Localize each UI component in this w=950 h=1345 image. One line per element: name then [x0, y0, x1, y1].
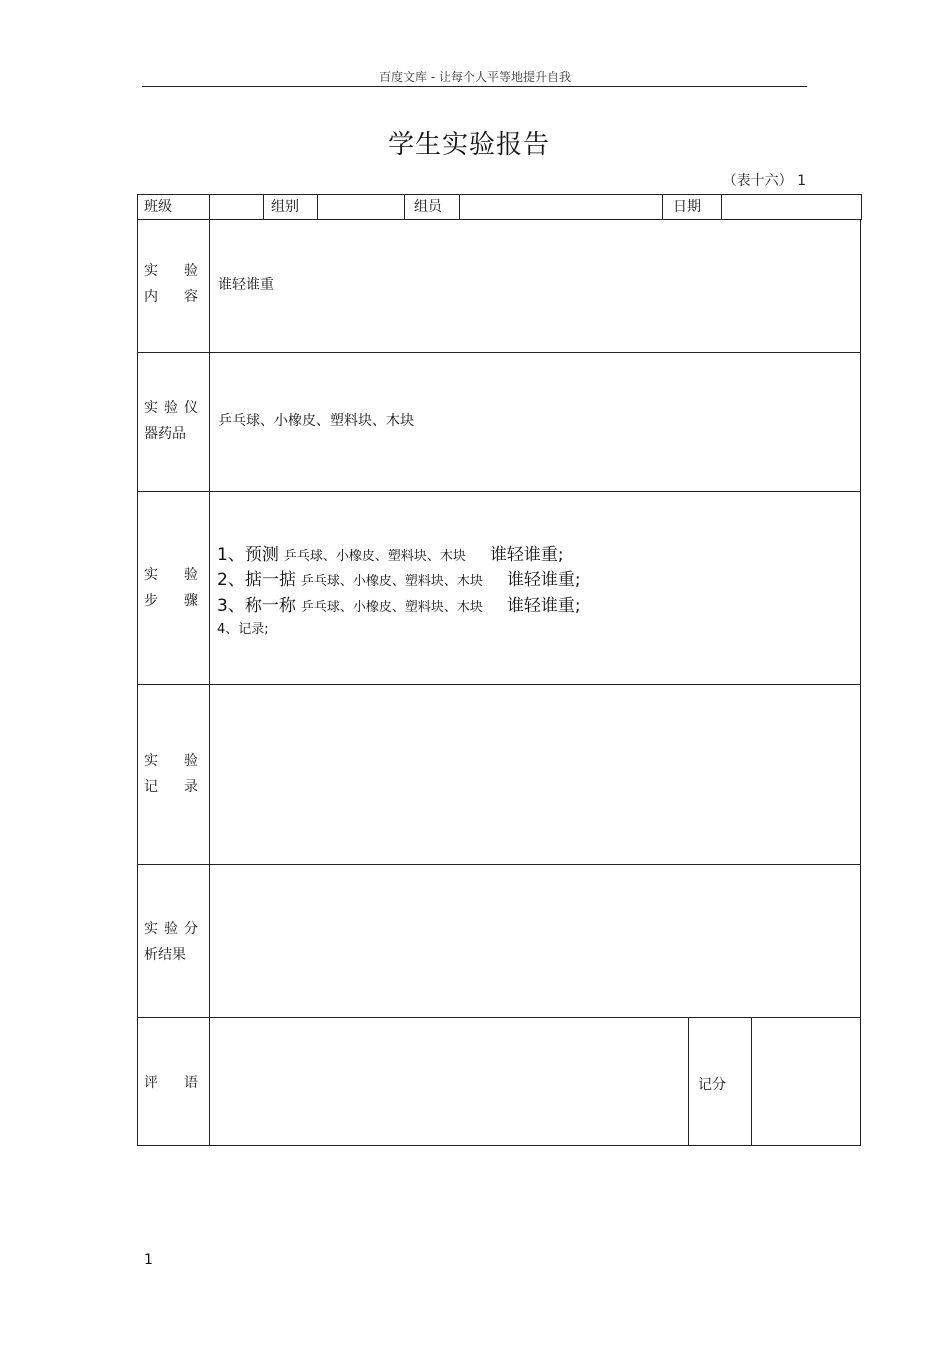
- row-divider: [137, 491, 861, 492]
- analysis-label: 实 验 分 析结果: [144, 921, 198, 963]
- row-divider: [137, 352, 861, 353]
- row-divider: [137, 1017, 861, 1018]
- class-input-cell[interactable]: [212, 196, 260, 216]
- date-input-cell[interactable]: [724, 196, 858, 216]
- group-input-cell[interactable]: [320, 196, 402, 216]
- info-divider: [662, 194, 663, 220]
- equipment-value: 乒乓球、小橡皮、塑料块、木块: [218, 413, 414, 429]
- step-item-3: 3、称一称 乒乓球、小橡皮、塑料块、木块 谁轻谁重;: [217, 596, 581, 616]
- comment-divider: [688, 1017, 689, 1146]
- record-label: 实 验 记 录: [144, 753, 198, 795]
- label-column-divider: [209, 219, 210, 1146]
- row-divider: [137, 864, 861, 865]
- step-item-1: 1、预测 乒乓球、小橡皮、塑料块、木块 谁轻谁重;: [217, 545, 564, 565]
- class-label: 班级: [144, 199, 172, 215]
- table-number: （表十六） 1: [722, 173, 806, 189]
- analysis-input-area[interactable]: [212, 868, 857, 1013]
- info-divider: [317, 194, 318, 220]
- header-rule: [142, 86, 807, 87]
- equipment-label: 实 验 仪 器药品: [144, 400, 198, 442]
- score-divider: [751, 1017, 752, 1146]
- record-input-area[interactable]: [212, 688, 857, 860]
- step-item-4: 4、记录;: [217, 622, 269, 637]
- info-divider: [459, 194, 460, 220]
- page-number: 1: [144, 1252, 153, 1268]
- score-input-cell[interactable]: [754, 1021, 857, 1142]
- info-divider: [209, 194, 210, 220]
- comment-input-area[interactable]: [212, 1021, 684, 1142]
- score-label: 记分: [698, 1077, 726, 1093]
- page-header-text: 百度文库 - 让每个人平等地提升自我: [379, 70, 571, 84]
- comment-label: 评 语: [144, 1075, 198, 1091]
- info-divider: [721, 194, 722, 220]
- info-divider: [263, 194, 264, 220]
- date-label: 日期: [673, 199, 701, 215]
- content-value: 谁轻谁重: [218, 277, 274, 293]
- steps-label: 实 验 步 骤: [144, 567, 198, 609]
- row-divider: [137, 684, 861, 685]
- members-label: 组员: [414, 199, 442, 215]
- group-label: 组别: [271, 199, 299, 215]
- members-input-cell[interactable]: [462, 196, 660, 216]
- content-label: 实 验 内 容: [144, 263, 198, 305]
- info-divider: [404, 194, 405, 220]
- step-item-2: 2、掂一掂 乒乓球、小橡皮、塑料块、木块 谁轻谁重;: [217, 570, 581, 590]
- page-title: 学生实验报告: [387, 130, 550, 160]
